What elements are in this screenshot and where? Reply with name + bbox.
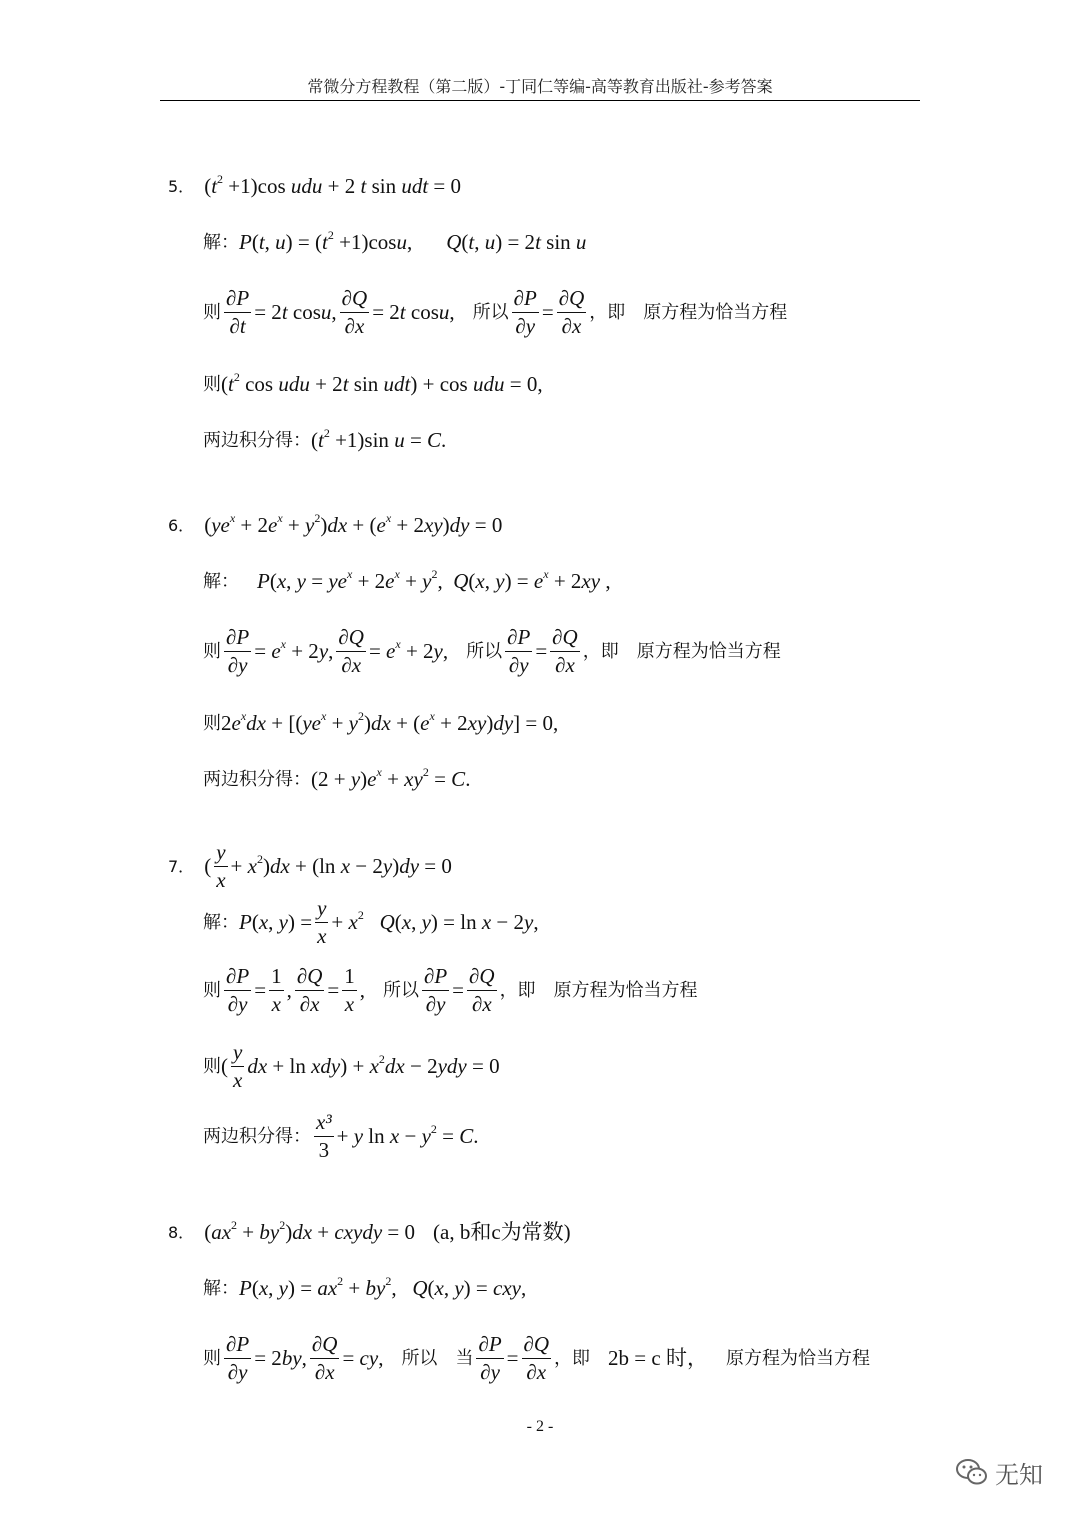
- header-rule: [160, 100, 920, 101]
- problem-6-statement: 6． $(ye^x + 2e^x + y^2)dx + (e^x + 2xy)dy = 0$: [168, 511, 503, 537]
- problem-5-solution: 解： P(t, $u) = (t^2 +1)\cos u$, Q(t, u) = 2t sin u: [203, 228, 587, 254]
- problem-7-partials: 则 $\frac{\partial P}{\partial y}$ = $\frac{1}{x}$ , $\frac{\partial Q}{\partial x}$ = $\frac{1}{x}$ , 所以 $\frac{\partial P}{\partial y}$ = $\frac{\partial Q}{\partial x}$ ，即 原方程为恰当方程: [203, 964, 698, 1016]
- page-header: 常微分方程教程（第二版）-丁同仁等编-高等教育出版社-参考答案: [307, 77, 773, 96]
- wechat-icon: [955, 1457, 989, 1487]
- watermark: [955, 1452, 1065, 1492]
- page-number: - 2 -: [526, 1418, 554, 1435]
- problem-7-statement: 7． ( $\frac{y}{x}$ + $x^2)dx + (\ln$ x − 2y)dy = 0: [168, 840, 452, 892]
- problem-5-regroup: 则 ($t^2$ cos udu + 2t sin udt) + cos udu = 0,: [203, 370, 543, 396]
- problem-5-integral: 两边积分得： $(t^2 +1)\sin$ u = C.: [203, 426, 447, 452]
- problem-8-statement: 8． $(ax^2 + by^2)dx$ + cxydy = 0 (a, b和c为常数): [168, 1218, 571, 1244]
- problem-7-regroup: 则 ( $\frac{y}{x}$ dx + $\ln xdy) + x^2dx - 2ydy = 0$: [203, 1040, 500, 1092]
- watermark-text: 无知: [995, 1460, 1043, 1489]
- problem-7-integral: 两边积分得： $\frac{\text{x³}}{3}$ + y $\ln x - y^2 = C$.: [203, 1110, 479, 1162]
- problem-7-solution: 解： P(x, y) = $\frac{y}{x}$ + $x^2$ Q(x, y) = ln x − 2y,: [203, 896, 539, 948]
- problem-5-statement: 5． $(t^2 +1)\cos$ udu + 2 t sin udt = 0: [168, 172, 462, 198]
- problem-8-solution: 解： P(x, $y) = ax^2 + by^2$, Q(x, y) = cxy,: [203, 1274, 527, 1300]
- problem-6-integral: 两边积分得： $(2 + y)e^x + xy^2 = C$.: [203, 765, 471, 791]
- problem-5-partials: 则 $\frac{\partial P}{\partial t}$ = 2t cosu, $\frac{\partial Q}{\partial x}$ = 2t cosu, 所以 $\frac{\partial P}{\partial y}$ = $\frac{\partial Q}{\partial x}$ ，即 原方程为恰当方程: [203, 286, 788, 338]
- problem-6-solution: 解： P(x, $y = ye^x + 2e^x + y^2$, Q(x, $y) = e^x + 2xy$ ,: [203, 567, 611, 593]
- problem-6-regroup: 则 $2e^xdx + [(ye^x + y^2)dx + (e^x + 2xy)dy] = 0$,: [203, 709, 559, 735]
- problem-6-partials: 则 $\frac{\partial P}{\partial y}$ = $e^x + 2y$, $\frac{\partial Q}{\partial x}$ = $e^x + 2y$, 所以 $\frac{\partial P}{\partial y}$ = $\frac{\partial Q}{\partial x}$ ，即 原方程为恰当方程: [203, 625, 781, 677]
- problem-8-partials: 则 $\frac{\partial P}{\partial y}$ = 2by, $\frac{\partial Q}{\partial x}$ = cy, 所以 当 $\frac{\partial P}{\partial y}$ = $\frac{\partial Q}{\partial x}$ ，即 2b = c 时， 原方程为恰当方程: [203, 1332, 870, 1384]
